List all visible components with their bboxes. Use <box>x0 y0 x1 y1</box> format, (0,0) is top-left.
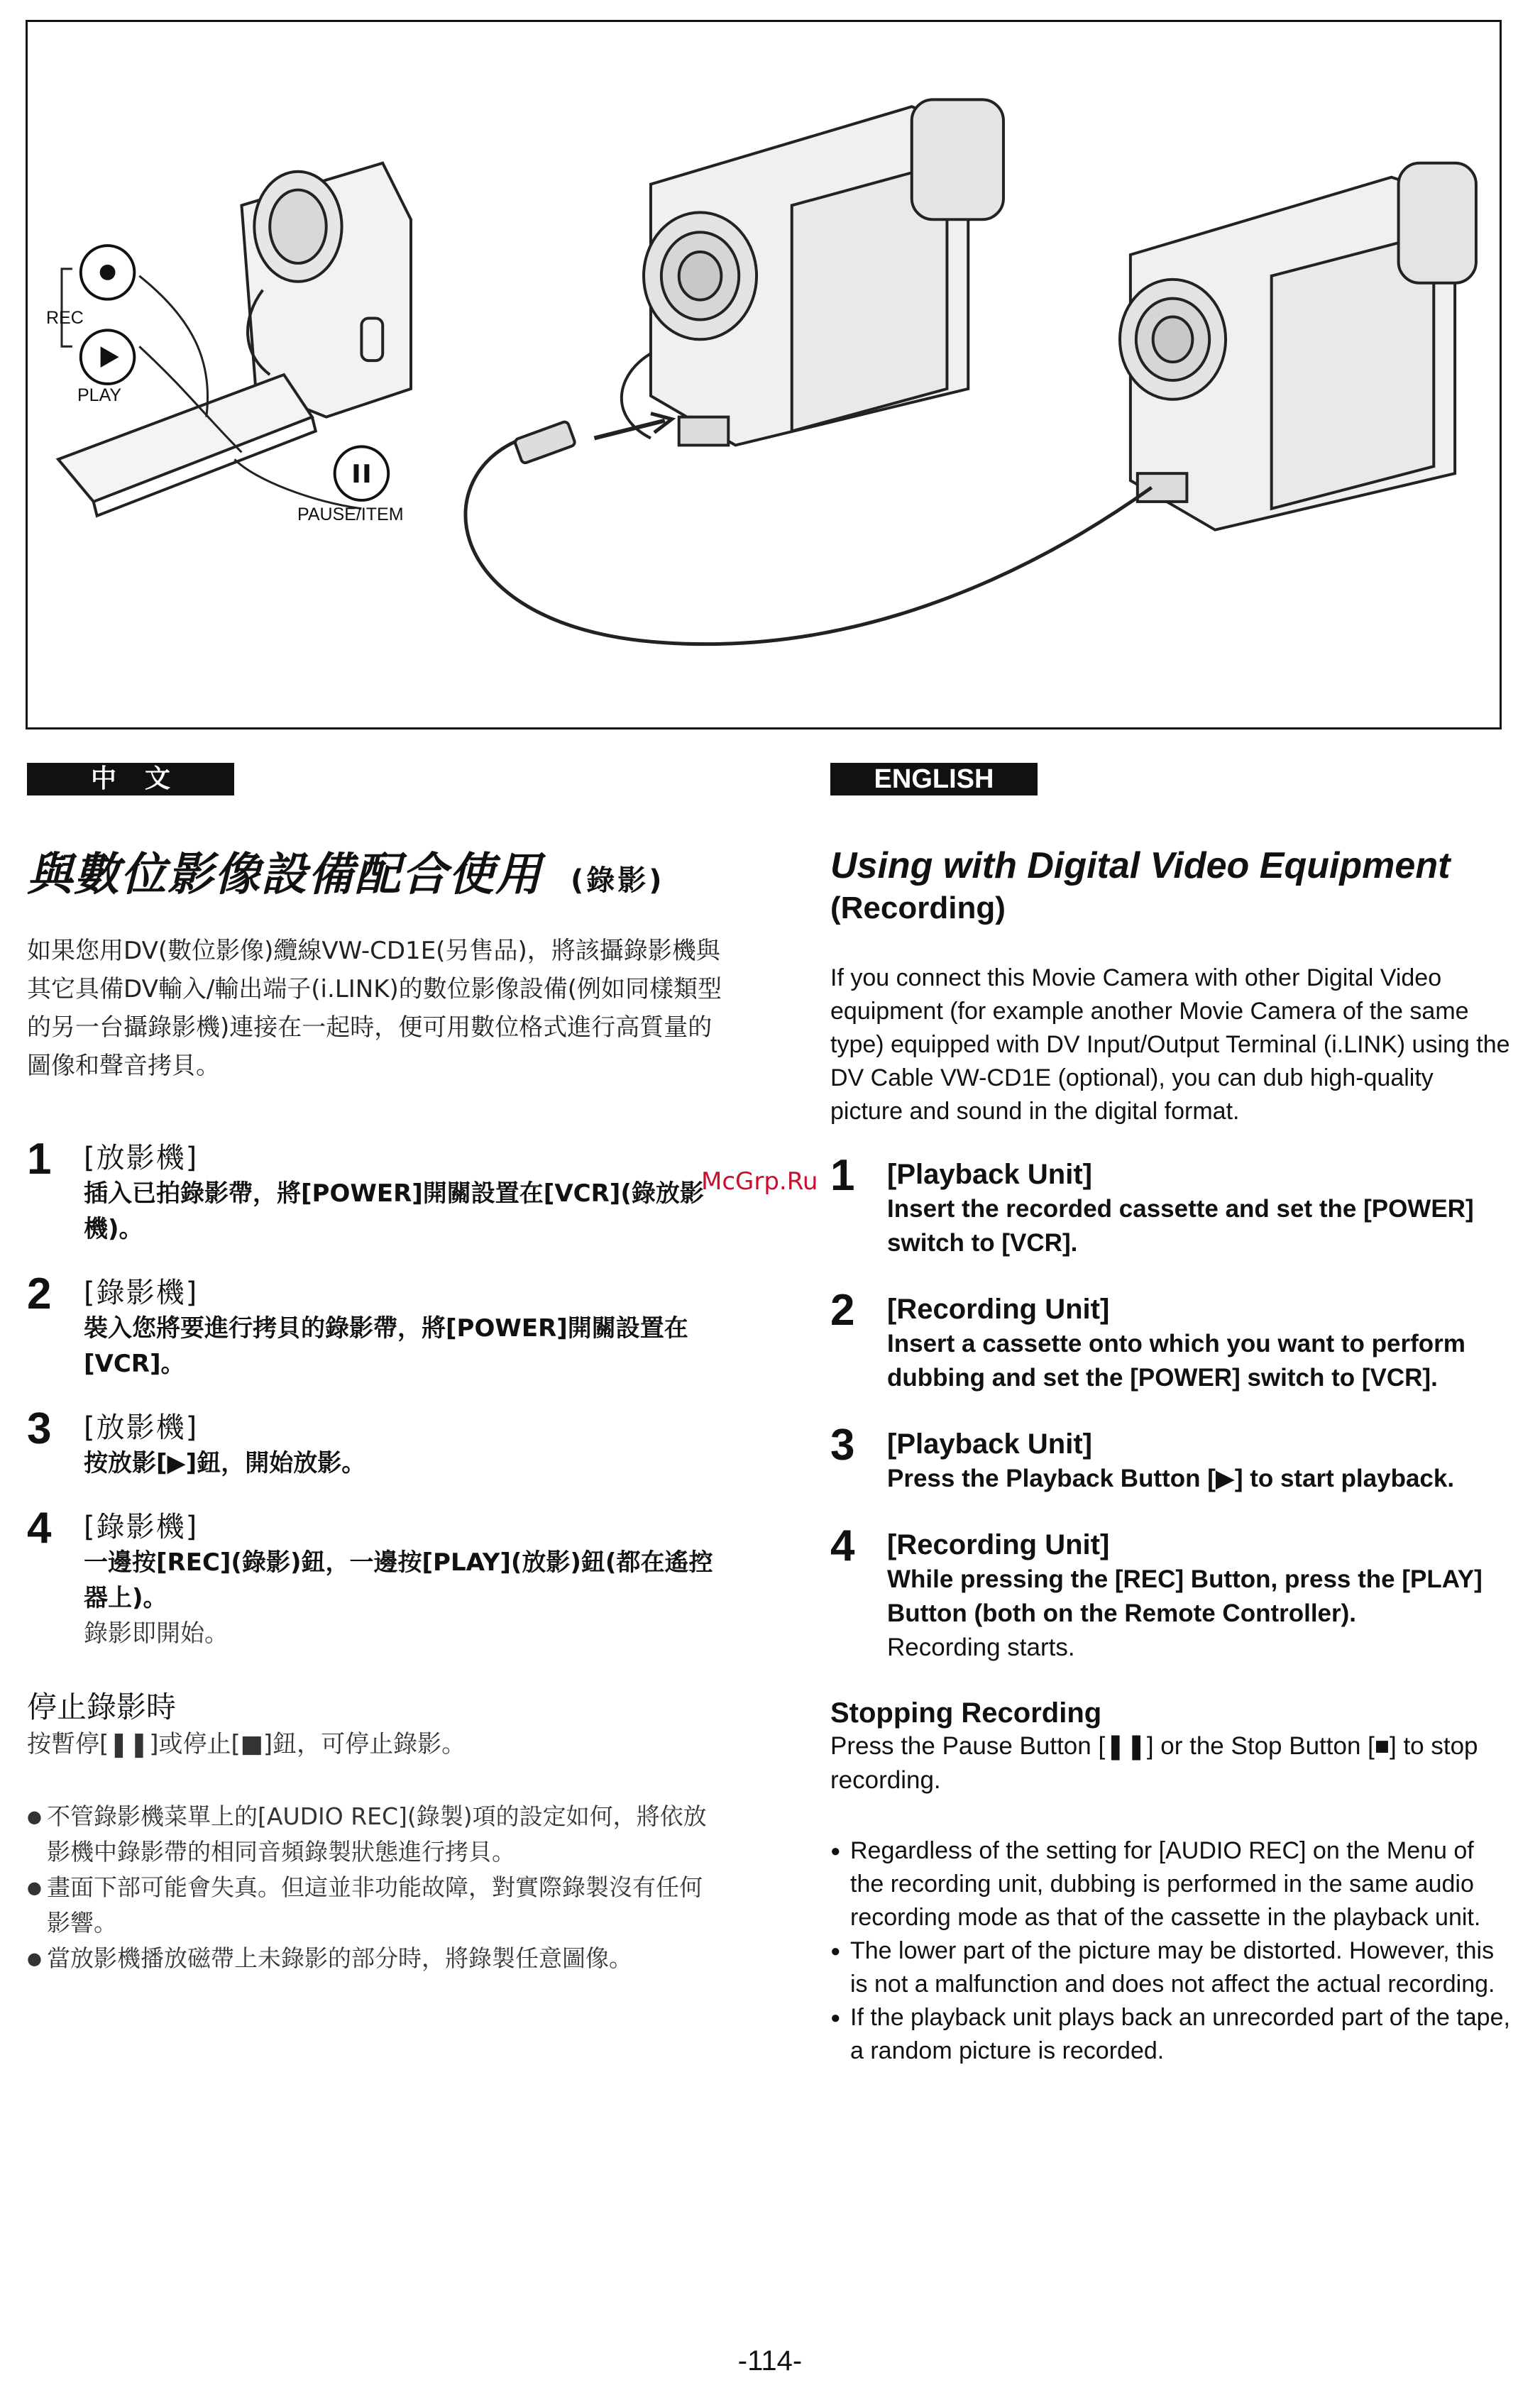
step-heading: [Playback Unit] <box>887 1428 1092 1460</box>
step-heading: [放影機] <box>84 1411 199 1444</box>
step-heading: [Recording Unit] <box>887 1529 1110 1560</box>
note-item: ● Regardless of the setting for [AUDIO REC] on the Menu of the recording unit, dubbing is performed in the same audio recording mode as that of the cassette in the playback unit. <box>830 1834 1512 1934</box>
play-label: PLAY <box>77 385 122 405</box>
step-heading: [錄影機] <box>84 1511 199 1543</box>
step-instruction: Insert a cassette onto which you want to perform dubbing and set the [POWER] switch to [VCR]. <box>887 1330 1465 1392</box>
step-instruction: 插入已拍錄影帶，將[POWER]開關設置在[VCR](錄放影機)。 <box>84 1179 704 1243</box>
play-icon <box>81 330 135 384</box>
english-step-3 <box>830 1421 1512 1496</box>
chinese-language-tab: 中文 <box>27 763 234 795</box>
connection-illustration <box>26 20 1502 729</box>
chinese-column <box>27 763 722 1976</box>
english-column <box>830 763 1512 2068</box>
english-stop-heading: Stopping Recording <box>830 1697 1102 1729</box>
english-language-tab: ENGLISH <box>830 763 1038 795</box>
english-step-4 <box>830 1521 1512 1665</box>
step-heading: [錄影機] <box>84 1277 199 1309</box>
step-instruction: Press the Playback Button [▶] to start playback. <box>887 1465 1455 1492</box>
english-intro: If you connect this Movie Camera with other Digital Video equipment (for example another Movie Camera of the same type) equipped with DV Input/Output Terminal (i.LINK) using the DV Cable VW-CD1E (optional), you can dub high-quality picture and sound in the digital format. <box>830 964 1510 1125</box>
rec-circle-icon <box>81 246 135 299</box>
chinese-intro: 如果您用DV(數位影像)纜線VW-CD1E(另售品)，將該攝錄影機與其它具備DV輸入/輸出端子(i.LINK)的數位影像設備(例如同樣類型的另一台攝錄影機)連接在一起時，便可用數位格式進行高質量的圖像和聲音拷貝。 <box>27 937 722 1080</box>
step-instruction: 一邊按[REC](錄影)鈕，一邊按[PLAY](放影)鈕(都在遙控器上)。 <box>84 1548 713 1612</box>
english-notes <box>830 1834 1512 2068</box>
chinese-step-4 <box>27 1504 722 1651</box>
left-camera-partial <box>241 163 411 417</box>
note-item: ● 不管錄影機菜單上的[AUDIO REC](錄製)項的設定如何，將依放影機中錄影帶的相同音頻錄製狀態進行拷貝。 <box>27 1799 722 1870</box>
chinese-step-3 <box>27 1404 722 1481</box>
english-step-1 <box>830 1151 1512 1260</box>
step-number: 4 <box>27 1504 52 1553</box>
step-number: 4 <box>830 1521 855 1570</box>
step-result: Recording starts. <box>887 1634 1075 1661</box>
step-result: 錄影即開始。 <box>84 1619 229 1648</box>
chinese-title-text: 與數位影像設備配合使用 <box>27 849 542 901</box>
chinese-step-1 <box>27 1135 722 1247</box>
step-number: 3 <box>830 1421 855 1470</box>
step-heading: [放影機] <box>84 1142 199 1174</box>
step-instruction: 按放影[▶]鈕，開始放影。 <box>84 1449 366 1477</box>
english-stop-text: Press the Pause Button [❚❚] or the Stop Button [■] to stop recording. <box>830 1732 1478 1794</box>
watermark: McGrp.Ru <box>701 1167 818 1196</box>
chinese-step-2 <box>27 1270 722 1382</box>
chinese-stop-text: 按暫停[❚❚]或停止[■]鈕，可停止錄影。 <box>27 1730 466 1758</box>
step-number: 2 <box>830 1286 855 1335</box>
dv-cable-drawing <box>466 414 1152 644</box>
english-subtitle: (Recording) <box>830 891 1006 925</box>
step-instruction: Insert the recorded cassette and set the [POWER] switch to [VCR]. <box>887 1195 1474 1257</box>
pause-item-label: PAUSE/ITEM <box>297 505 404 524</box>
camera-playback-drawing <box>622 99 1003 445</box>
chinese-title-sub: (錄影) <box>571 864 665 897</box>
english-step-2 <box>830 1286 1512 1395</box>
pause-icon <box>335 446 389 500</box>
step-instruction: While pressing the [REC] Button, press the [PLAY] Button (both on the Remote Controller). <box>887 1565 1483 1627</box>
note-item: ● 畫面下部可能會失真。但這並非功能故障，對實際錄製沒有任何影響。 <box>27 1870 722 1941</box>
step-number: 1 <box>830 1151 855 1200</box>
page-number: -114- <box>737 2345 803 2377</box>
step-instruction: 裝入您將要進行拷貝的錄影帶，將[POWER]開關設置在[VCR]。 <box>84 1314 688 1378</box>
chinese-notes <box>27 1799 722 1976</box>
step-heading: [Playback Unit] <box>887 1159 1092 1190</box>
note-item: ● If the playback unit plays back an unrecorded part of the tape, a random picture is recorded. <box>830 2001 1512 2068</box>
english-title: Using with Digital Video Equipment <box>830 845 1451 886</box>
camera-recording-drawing <box>1120 163 1476 530</box>
illustration-drawing <box>28 22 1500 727</box>
note-item: ● The lower part of the picture may be distorted. However, this is not a malfunction and does not affect the actual recording. <box>830 1934 1512 2001</box>
rec-label: REC <box>46 308 84 328</box>
step-number: 3 <box>27 1404 52 1453</box>
chinese-stop-heading: 停止錄影時 <box>27 1690 177 1724</box>
step-heading: [Recording Unit] <box>887 1294 1110 1325</box>
step-number: 1 <box>27 1135 52 1184</box>
note-item: ● 當放影機播放磁帶上未錄影的部分時，將錄製任意圖像。 <box>27 1941 722 1976</box>
step-number: 2 <box>27 1270 52 1318</box>
chinese-title <box>27 838 722 903</box>
